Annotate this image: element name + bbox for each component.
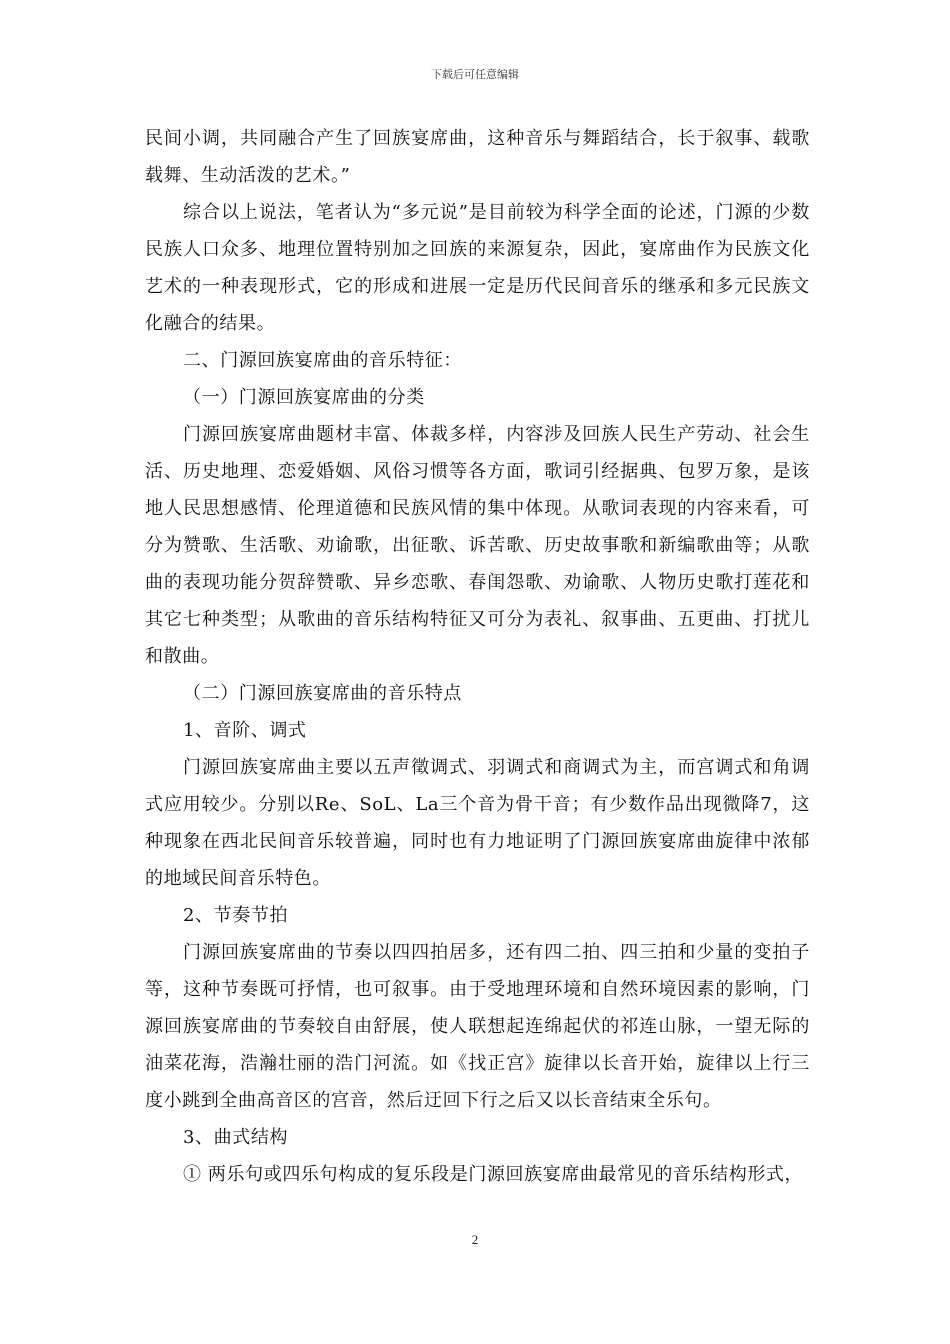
subsection-heading-classification: （一）门源回族宴席曲的分类 [183,387,425,408]
page-header: 下载后可任意编辑 [431,68,519,81]
item-heading-musical-form: 3、曲式结构 [183,1127,289,1148]
paragraph-classification: 门源回族宴席曲题材丰富、体裁多样，内容涉及回族人民生产劳动、社会生活、历史地理、恋爱婚姻、风俗习惯等各方面，歌词引经据典、包罗万象，是该地人民思想感情、伦理道德和民族风情的集中体现。从歌词表现的内容来看，可分为赞歌、生活歌、劝谕歌，出征歌、诉苦歌、历史故事歌和新编歌曲等；从歌曲的表现功能分贺辞赞歌、异乡恋歌、春闺怨歌、劝谕歌、人物历史歌打莲花和其它七种类型；从歌曲的音乐结构特征又可分为表礼、叙事曲、五更曲、打扰儿和散曲。 [145,424,810,667]
item-heading-scale-mode: 1、音阶、调式 [183,720,307,741]
paragraph-conclusion: 综合以上说法，笔者认为“多元说”是目前较为科学全面的论述，门源的少数民族人口众多、地理位置特别加之回族的来源复杂，因此，宴席曲作为民族文化艺术的一种表现形式，它的形成和进展一定是历代民间音乐的继承和多元民族文化融合的结果。 [145,202,810,334]
section-heading-music-features: 二、门源回族宴席曲的音乐特征： [183,350,462,371]
paragraph-scale-mode: 门源回族宴席曲主要以五声徵调式、羽调式和商调式为主，而宫调式和角调式应用较少。分别以Re、SoL、La三个音为骨干音；有少数作品出现微降7，这种现象在西北民间音乐较普遍，同时也有力地证明了门源回族宴席曲旋律中浓郁的地域民间音乐特色。 [145,757,810,889]
page-number: 2 [471,1232,479,1247]
paragraph-rhythm-meter: 门源回族宴席曲的节奏以四四拍居多，还有四二拍、四三拍和少量的变拍子等，这种节奏既可抒情，也可叙事。由于受地理环境和自然环境因素的影响，门源回族宴席曲的节奏较自由舒展，使人联想起连绵起伏的祁连山脉，一望无际的油菜花海，浩瀚壮丽的浩门河流。如《找正宫》旋律以长音开始，旋律以上行三度小跳到全曲高音区的宫音，然后迂回下行之后又以长音结束全乐句。 [145,942,810,1111]
item-heading-rhythm-meter: 2、节奏节拍 [183,905,289,926]
paragraph-musical-form: ① 两乐句或四乐句构成的复乐段是门源回族宴席曲最常见的音乐结构形式， [183,1164,804,1185]
paragraph-continuation: 民间小调，共同融合产生了回族宴席曲，这种音乐与舞蹈结合，长于叙事、载歌载舞、生动活泼的艺术。” [145,128,810,186]
subsection-heading-music-traits: （二）门源回族宴席曲的音乐特点 [183,683,462,704]
document-body [145,120,810,1193]
